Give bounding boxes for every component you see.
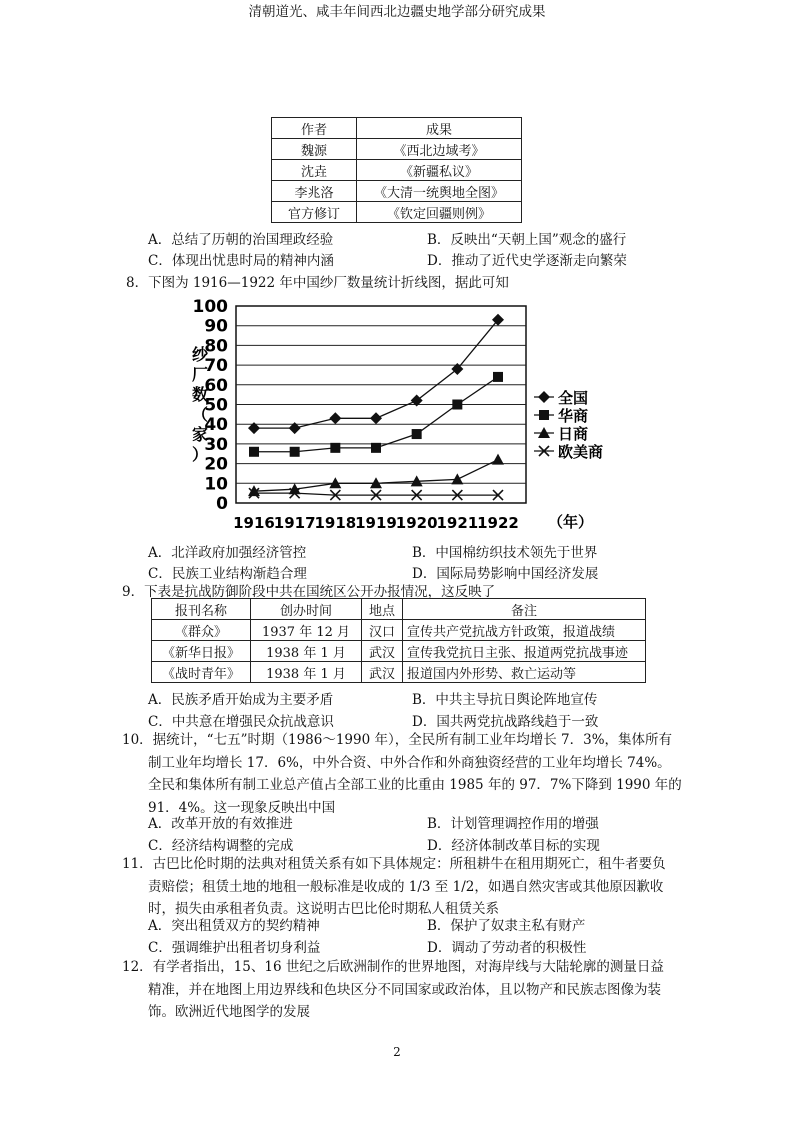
data-point-square — [249, 447, 259, 457]
q11-option-d[interactable]: D．调动了劳动者的积极性 — [427, 940, 587, 956]
chart-legend — [534, 389, 603, 461]
table-cell: 《群众》 — [152, 620, 251, 641]
table-row — [152, 641, 646, 662]
data-point-triangle — [492, 454, 504, 465]
table-cell: 武汉 — [362, 641, 403, 662]
q9-option-b[interactable]: B．中共主导抗日舆论阵地宣传 — [412, 692, 598, 708]
y-tick-label: 50 — [204, 395, 228, 416]
legend-label: 欧美商 — [558, 443, 604, 461]
y-tick-label: 0 — [216, 494, 228, 514]
x-tick-label: 1921 — [436, 514, 479, 532]
q10-option-a[interactable]: A．改革开放的有效推进 — [148, 816, 293, 832]
x-tick-label: 1916 — [233, 514, 275, 532]
y-tick-label: 60 — [204, 375, 228, 396]
q7-option-a[interactable]: A．总结了历朝的治国理政经验 — [148, 232, 334, 248]
x-axis-label: （年） — [548, 513, 594, 531]
table-header-cell: 成果 — [357, 118, 522, 139]
table-cell: 汉口 — [362, 620, 403, 641]
chart-series — [248, 314, 504, 500]
table-cell: 宣传我党抗日主张、报道两党抗战事迹 — [403, 641, 646, 662]
q7-option-b[interactable]: B．反映出“天朝上国”观念的盛行 — [427, 232, 627, 248]
q10-line: 全民和集体所有制工业总产值占全部工业的比重由 1985 年的 97．7%下降到 1990 年的 — [148, 777, 682, 793]
q10-stem — [122, 729, 682, 819]
table-cell: 《战时青年》 — [152, 662, 251, 683]
data-point-square — [371, 443, 381, 453]
legend-label: 日商 — [558, 425, 589, 443]
data-point-triangle — [451, 473, 463, 484]
q10-line: 91．4%。这一现象反映出中国 — [148, 799, 336, 816]
q11-option-b[interactable]: B．保护了奴隶主私有财产 — [427, 918, 586, 934]
q11-line: 11．古巴比伦时期的法典对租赁关系有如下具体规定：所租耕牛在租用期死亡，租牛者要负 — [122, 856, 666, 872]
q12-line: 精准，并在地图上用边界线和色块区分不同国家或政治体，且以物产和民族志图像为装 — [148, 981, 661, 998]
table-row — [152, 620, 646, 641]
legend-marker-diamond — [538, 391, 550, 403]
legend-label: 全国 — [558, 389, 589, 407]
table-cell: 1937 年 12 月 — [251, 620, 362, 641]
table-row — [272, 181, 522, 202]
table-cell: 官方修订 — [272, 202, 357, 223]
table-cell: 武汉 — [362, 662, 403, 683]
table-header-cell: 备注 — [403, 599, 646, 620]
q12-line: 饰。欧洲近代地图学的发展 — [148, 1004, 310, 1020]
y-tick-label: 70 — [204, 356, 228, 377]
data-point-diamond — [370, 412, 382, 424]
y-tick-label: 80 — [204, 336, 228, 357]
table-cell: 沈垚 — [272, 160, 357, 181]
q11-line: 时，损失由承租者负责。这说明古巴比伦时期私人租赁关系 — [148, 901, 499, 917]
q8-stem: 8．下图为 1916—1922 年中国纱厂数量统计折线图，据此可知 — [126, 275, 509, 291]
research-results-table — [271, 117, 522, 223]
data-point-square — [412, 429, 422, 439]
q9-option-c[interactable]: C．中共意在增强民众抗战意识 — [148, 714, 334, 730]
data-point-square — [330, 443, 340, 453]
q12-line: 12．有学者指出，15、16 世纪之后欧洲制作的世界地图，对海岸线与大陆轮廓的测量日益 — [122, 959, 664, 975]
table-header-cell: 报刊名称 — [152, 599, 251, 620]
table-row — [272, 160, 522, 181]
q10-option-b[interactable]: B．计划管理调控作用的增强 — [427, 816, 599, 832]
q10-option-c[interactable]: C．经济结构调整的完成 — [148, 838, 294, 854]
table-cell: 报道国内外形势、救亡运动等 — [403, 662, 646, 683]
data-point-square — [290, 447, 300, 457]
y-tick-label: 30 — [204, 434, 228, 455]
q10-line: 制工业年均增长 17．6%，中外合资、中外合作和外商独资经营的工业年均增长 74%。 — [148, 754, 671, 771]
y-tick-label: 40 — [204, 415, 228, 436]
data-point-diamond — [329, 412, 341, 424]
table-cell: 1938 年 1 月 — [251, 641, 362, 662]
table-cell: 李兆洛 — [272, 181, 357, 202]
q8-option-b[interactable]: B．中国棉纺织技术领先于世界 — [412, 545, 598, 561]
table-row — [272, 202, 522, 223]
newspapers-table — [151, 598, 646, 683]
data-point-square — [452, 400, 462, 410]
q7-option-d[interactable]: D．推动了近代史学逐渐走向繁荣 — [427, 253, 627, 269]
y-tick-label: 90 — [204, 316, 228, 337]
table1-caption: 清朝道光、咸丰年间西北边疆史地学部分研究成果 — [248, 4, 546, 20]
q11-line: 责赔偿；租赁土地的地租一般标准是收成的 1/3 至 1/2，如遇自然灾害或其他原因歉收 — [148, 878, 664, 895]
x-tick-label: 1917 — [273, 514, 316, 532]
y-axis-label: 纱厂数（家） — [191, 345, 209, 464]
x-tick-label: 1920 — [395, 514, 438, 532]
table-header-row — [152, 599, 646, 620]
chart-gridlines — [236, 306, 526, 503]
table-cell: 《新华日报》 — [152, 641, 251, 662]
q9-stem: 9．下表是抗战防御阶段中共在国统区公开办报情况，这反映了 — [122, 584, 496, 600]
x-tick-label: 1918 — [314, 514, 357, 532]
q9-option-d[interactable]: D．国共两党抗战路线趋于一致 — [412, 714, 599, 730]
table-cell: 《大清一统舆地全图》 — [357, 181, 522, 202]
q8-option-a[interactable]: A．北洋政府加强经济管控 — [148, 545, 307, 561]
q10-option-d[interactable]: D．经济体制改革目标的实现 — [427, 838, 600, 854]
q9-option-a[interactable]: A．民族矛盾开始成为主要矛盾 — [148, 692, 334, 708]
q7-option-c[interactable]: C．体现出忧患时局的精神内涵 — [148, 253, 334, 269]
table-cell: 魏源 — [272, 139, 357, 160]
q11-option-a[interactable]: A．突出租赁双方的契约精神 — [148, 918, 320, 934]
spinning-mills-line-chart — [170, 292, 610, 538]
table-cell: 《西北边域考》 — [357, 139, 522, 160]
y-tick-label: 100 — [192, 297, 228, 317]
q8-option-d[interactable]: D．国际局势影响中国经济发展 — [412, 566, 599, 582]
y-tick-label: 20 — [204, 454, 228, 475]
table-header-cell: 创办时间 — [251, 599, 362, 620]
legend-label: 华商 — [558, 407, 589, 425]
table-header-row — [272, 118, 522, 139]
series-line-diamond — [254, 320, 498, 428]
table-row — [272, 139, 522, 160]
q10-line: 10．据统计，“七五”时期（1986～1990 年），全民所有制工业年均增长 7．3%，集体所有 — [122, 732, 673, 748]
q11-option-c[interactable]: C．强调维护出租者切身利益 — [148, 940, 321, 956]
x-axis-ticks — [233, 514, 519, 532]
table-header-cell: 作者 — [272, 118, 357, 139]
data-point-square — [493, 372, 503, 382]
table-cell: 1938 年 1 月 — [251, 662, 362, 683]
page-number: 2 — [393, 1045, 401, 1059]
y-tick-label: 10 — [204, 474, 228, 495]
x-tick-label: 1922 — [477, 514, 519, 532]
q11-stem — [122, 853, 666, 921]
table-cell: 宣传共产党抗战方针政策，报道战绩 — [403, 620, 646, 641]
x-tick-label: 1919 — [355, 514, 397, 532]
table-header-cell: 地点 — [362, 599, 403, 620]
table-row — [152, 662, 646, 683]
table-cell: 《钦定回疆则例》 — [357, 202, 522, 223]
q12-stem — [122, 956, 664, 1024]
legend-marker-square — [539, 410, 549, 420]
table-cell: 《新疆私议》 — [357, 160, 522, 181]
q8-option-c[interactable]: C．民族工业结构渐趋合理 — [148, 566, 307, 582]
